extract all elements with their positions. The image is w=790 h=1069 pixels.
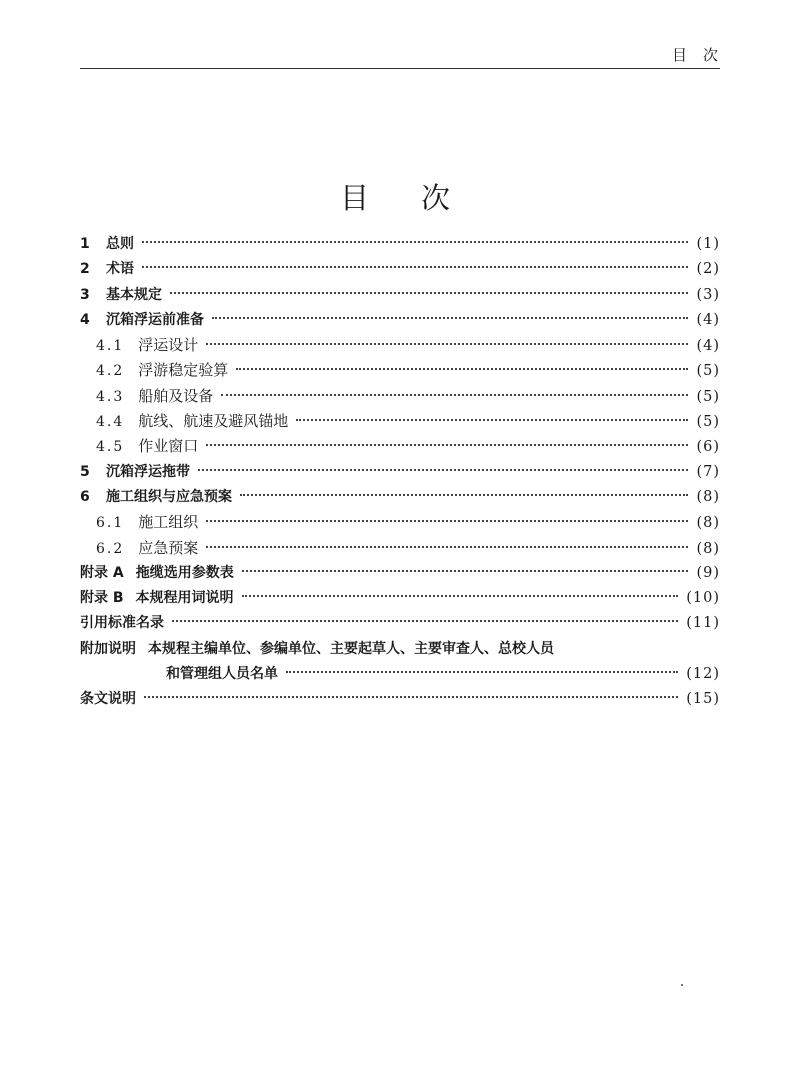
- toc-entry-number: 4.5: [96, 439, 125, 456]
- toc-entry-number: 6.2: [96, 540, 125, 557]
- table-of-contents: [80, 232, 720, 713]
- toc-entry-label: 作业窗口: [138, 437, 199, 456]
- toc-entry-4-4[interactable]: [80, 409, 720, 434]
- toc-entry-page: (4): [696, 311, 720, 328]
- page-title: 目次: [339, 181, 502, 215]
- toc-entry-number: 2: [80, 261, 90, 278]
- toc-entry-number: 4.3: [96, 388, 125, 405]
- toc-entry-label: 施工组织: [138, 513, 199, 532]
- toc-entry-label: 拖缆选用参数表: [135, 564, 234, 581]
- toc-entry-label: 术语: [106, 261, 134, 278]
- toc-entry-6[interactable]: [80, 485, 720, 510]
- toc-entry-label: 基本规定: [106, 286, 162, 303]
- toc-entry-number: 3: [80, 286, 90, 303]
- leader-dots: [296, 419, 688, 421]
- leader-dots: [142, 241, 688, 243]
- toc-entry-page: (9): [696, 564, 720, 581]
- toc-entry-label: 应急预案: [138, 538, 199, 557]
- toc-entry-page: (5): [696, 388, 720, 405]
- toc-entry-label: 船舶及设备: [138, 386, 214, 405]
- leader-dots: [198, 469, 688, 471]
- toc-entry-article-explanation[interactable]: [80, 687, 720, 712]
- toc-entry-4-2[interactable]: [80, 358, 720, 383]
- toc-entry-page: (6): [696, 439, 720, 456]
- toc-entry-page: (5): [696, 414, 720, 431]
- toc-entry-label: 本规程用词说明: [135, 590, 234, 607]
- toc-entry-number: 6: [80, 488, 90, 505]
- toc-entry-number: 附加说明: [80, 640, 136, 657]
- header-rule: [80, 68, 720, 69]
- toc-entry-page: (3): [696, 286, 720, 303]
- toc-entry-appendix-b[interactable]: [80, 586, 720, 611]
- running-header-title: 目次: [671, 46, 734, 64]
- toc-entry-4-1[interactable]: [80, 333, 720, 358]
- toc-entry-label: 和管理组人员名单: [166, 666, 278, 683]
- leader-dots: [172, 620, 678, 622]
- toc-entry-number: 附录 B: [80, 590, 124, 607]
- toc-entry-label: 总则: [106, 236, 134, 252]
- toc-entry-label: 航线、航速及避风锚地: [138, 412, 289, 431]
- toc-entry-page: (1): [696, 236, 720, 252]
- leader-dots: [206, 444, 688, 446]
- toc-entry-page: (12): [686, 666, 720, 683]
- scan-speck: [681, 984, 683, 986]
- leader-dots: [242, 595, 679, 597]
- toc-entry-number: 6.1: [96, 515, 125, 532]
- toc-entry-page: (8): [696, 540, 720, 557]
- toc-entry-5[interactable]: [80, 460, 720, 485]
- toc-entry-label: 浮游稳定验算: [138, 361, 229, 380]
- leader-dots: [236, 368, 688, 370]
- toc-entry-label: 条文说明: [80, 691, 136, 708]
- toc-entry-page: (8): [696, 488, 720, 505]
- leader-dots: [242, 570, 689, 572]
- toc-entry-number: 5: [80, 463, 90, 480]
- leader-dots: [206, 546, 688, 548]
- toc-entry-page: (8): [696, 515, 720, 532]
- toc-entry-page: (11): [686, 615, 720, 632]
- toc-entry-page: (2): [696, 261, 720, 278]
- toc-entry-number: 4: [80, 311, 90, 328]
- toc-entry-label: 浮运设计: [138, 336, 199, 355]
- toc-entry-label: 沉箱浮运拖带: [106, 463, 190, 480]
- toc-entry-label: 引用标准名录: [80, 615, 164, 632]
- toc-entry-2[interactable]: [80, 257, 720, 282]
- leader-dots: [206, 520, 688, 522]
- toc-entry-label: 本规程主编单位、参编单位、主要起草人、主要审查人、总校人员: [148, 640, 554, 657]
- toc-entry-page: (10): [686, 590, 720, 607]
- toc-entry-referenced-standards[interactable]: [80, 611, 720, 636]
- leader-dots: [221, 394, 688, 396]
- toc-entry-number: 1: [80, 236, 90, 252]
- toc-entry-label: 施工组织与应急预案: [106, 488, 232, 505]
- leader-dots: [142, 266, 688, 268]
- leader-dots: [212, 317, 688, 319]
- toc-entry-6-1[interactable]: [80, 510, 720, 535]
- toc-entry-page: (15): [686, 691, 720, 708]
- toc-entry-1[interactable]: [80, 232, 720, 257]
- leader-dots: [206, 343, 688, 345]
- toc-entry-page: (7): [696, 463, 720, 480]
- toc-entry-page: (5): [696, 363, 720, 380]
- toc-entry-4-5[interactable]: [80, 434, 720, 459]
- toc-entry-additional-notes[interactable]: [80, 637, 720, 662]
- toc-entry-4[interactable]: [80, 308, 720, 333]
- toc-entry-number: 附录 A: [80, 564, 124, 581]
- toc-entry-number: 4.4: [96, 414, 125, 431]
- toc-entry-additional-notes-continued[interactable]: [80, 662, 720, 687]
- leader-dots: [170, 292, 688, 294]
- toc-entry-4-3[interactable]: [80, 384, 720, 409]
- leader-dots: [240, 494, 688, 496]
- toc-entry-label: 沉箱浮运前准备: [106, 311, 204, 328]
- toc-entry-3[interactable]: [80, 283, 720, 308]
- leader-dots: [286, 671, 678, 673]
- toc-entry-number: 4.1: [96, 338, 125, 355]
- toc-entry-appendix-a[interactable]: [80, 561, 720, 586]
- toc-entry-number: 4.2: [96, 363, 125, 380]
- toc-entry-6-2[interactable]: [80, 536, 720, 561]
- leader-dots: [144, 696, 678, 698]
- toc-entry-page: (4): [696, 338, 720, 355]
